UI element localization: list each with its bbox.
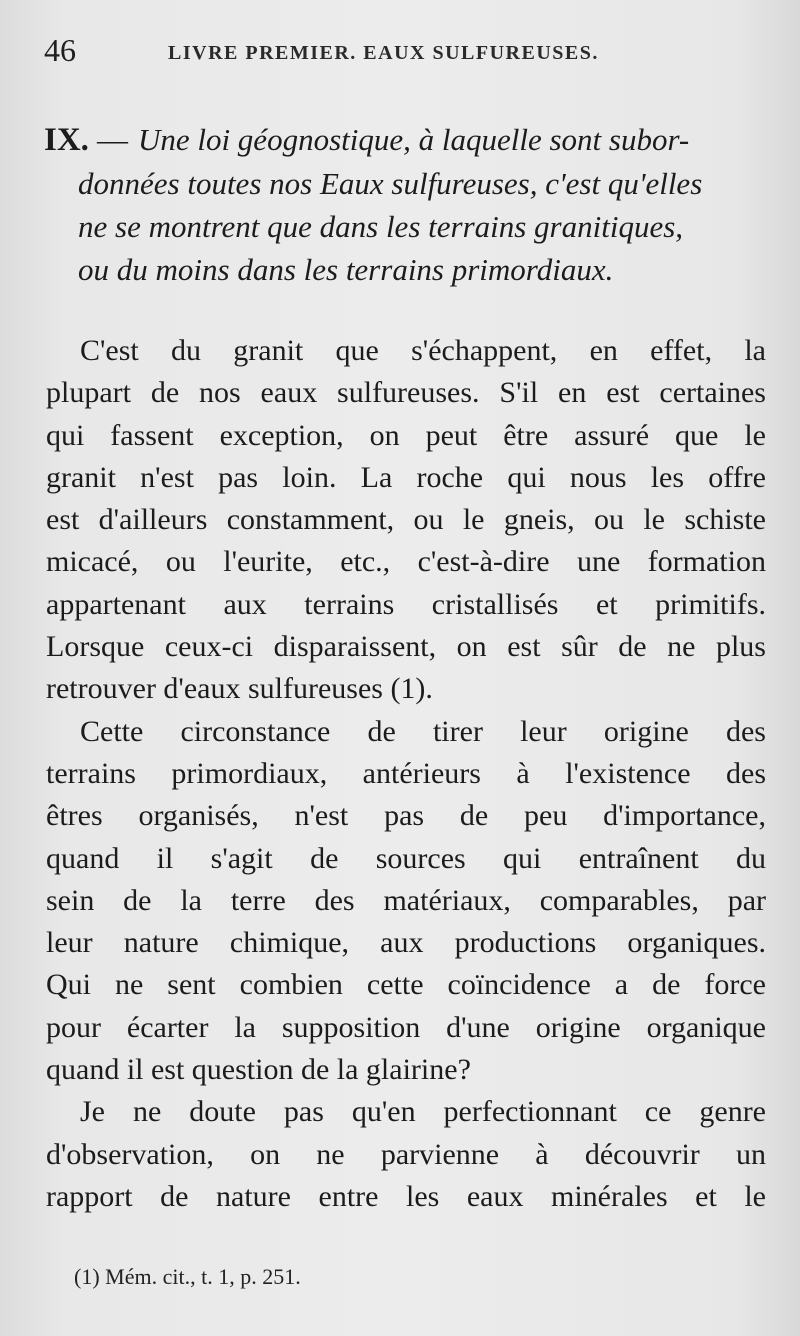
section-number: IX.: [44, 122, 89, 158]
text-line: terrains primordiaux, antérieurs à l'existence des: [46, 756, 766, 790]
text-line: pour écarter la supposition d'une origine organique: [46, 1010, 766, 1044]
text-line: micacé, ou l'eurite, etc., c'est-à-dire une formation: [46, 545, 766, 579]
paragraph: [46, 1091, 766, 1218]
section-heading: [44, 118, 768, 291]
text-line: leur nature chimique, aux productions organiques.: [46, 926, 766, 960]
section-line: données toutes nos Eaux sulfureuses, c'est qu'elles: [78, 166, 703, 201]
page-number: 46: [44, 32, 76, 68]
page-header: [40, 28, 760, 72]
text-line: d'observation, on ne parvienne à découvrir un: [46, 1137, 766, 1171]
paragraph: [46, 330, 766, 711]
text-line: êtres organisés, n'est pas de peu d'importance,: [46, 799, 766, 833]
section-text: Une loi géognostique, à laquelle sont subor-: [137, 122, 690, 157]
body-text: [46, 330, 766, 1218]
text-line: quand il s'agit de sources qui entraînent du: [46, 841, 766, 875]
text-line: granit n'est pas loin. La roche qui nous les offre: [46, 460, 766, 494]
text-line: Qui ne sent combien cette coïncidence a de force: [46, 968, 766, 1002]
footnote: (1) Mém. cit., t. 1, p. 251.: [74, 1264, 301, 1289]
paragraph: [46, 711, 766, 1092]
text-line: C'est du granit que s'échappent, en effet, la: [80, 334, 766, 367]
running-title: LIVRE PREMIER. EAUX SULFUREUSES.: [168, 42, 599, 64]
text-line: rapport de nature entre les eaux minérales et le: [46, 1179, 766, 1213]
text-line: Je ne doute pas qu'en perfectionnant ce genre: [80, 1095, 766, 1129]
text-line: plupart de nos eaux sulfureuses. S'il en est certaines: [46, 376, 766, 410]
section-line: ne se montrent que dans les terrains granitiques,: [78, 209, 684, 244]
text-line: quand il est question de la glairine?: [46, 1053, 471, 1087]
text-line: retrouver d'eaux sulfureuses (1).: [46, 672, 433, 706]
text-line: sein de la terre des matériaux, comparables, par: [46, 883, 766, 917]
section-line: ou du moins dans les terrains primordiaux.: [78, 252, 614, 287]
section-line: [44, 118, 768, 162]
section-dash: —: [96, 122, 128, 157]
text-line: Cette circonstance de tirer leur origine des: [80, 714, 766, 748]
text-line: qui fassent exception, on peut être assuré que le: [46, 418, 766, 452]
text-line: est d'ailleurs constamment, ou le gneis, ou le schiste: [46, 503, 766, 537]
text-line: appartenant aux terrains cristallisés et primitifs.: [46, 587, 766, 621]
text-line: Lorsque ceux-ci disparaissent, on est sûr de ne plus: [46, 630, 766, 664]
